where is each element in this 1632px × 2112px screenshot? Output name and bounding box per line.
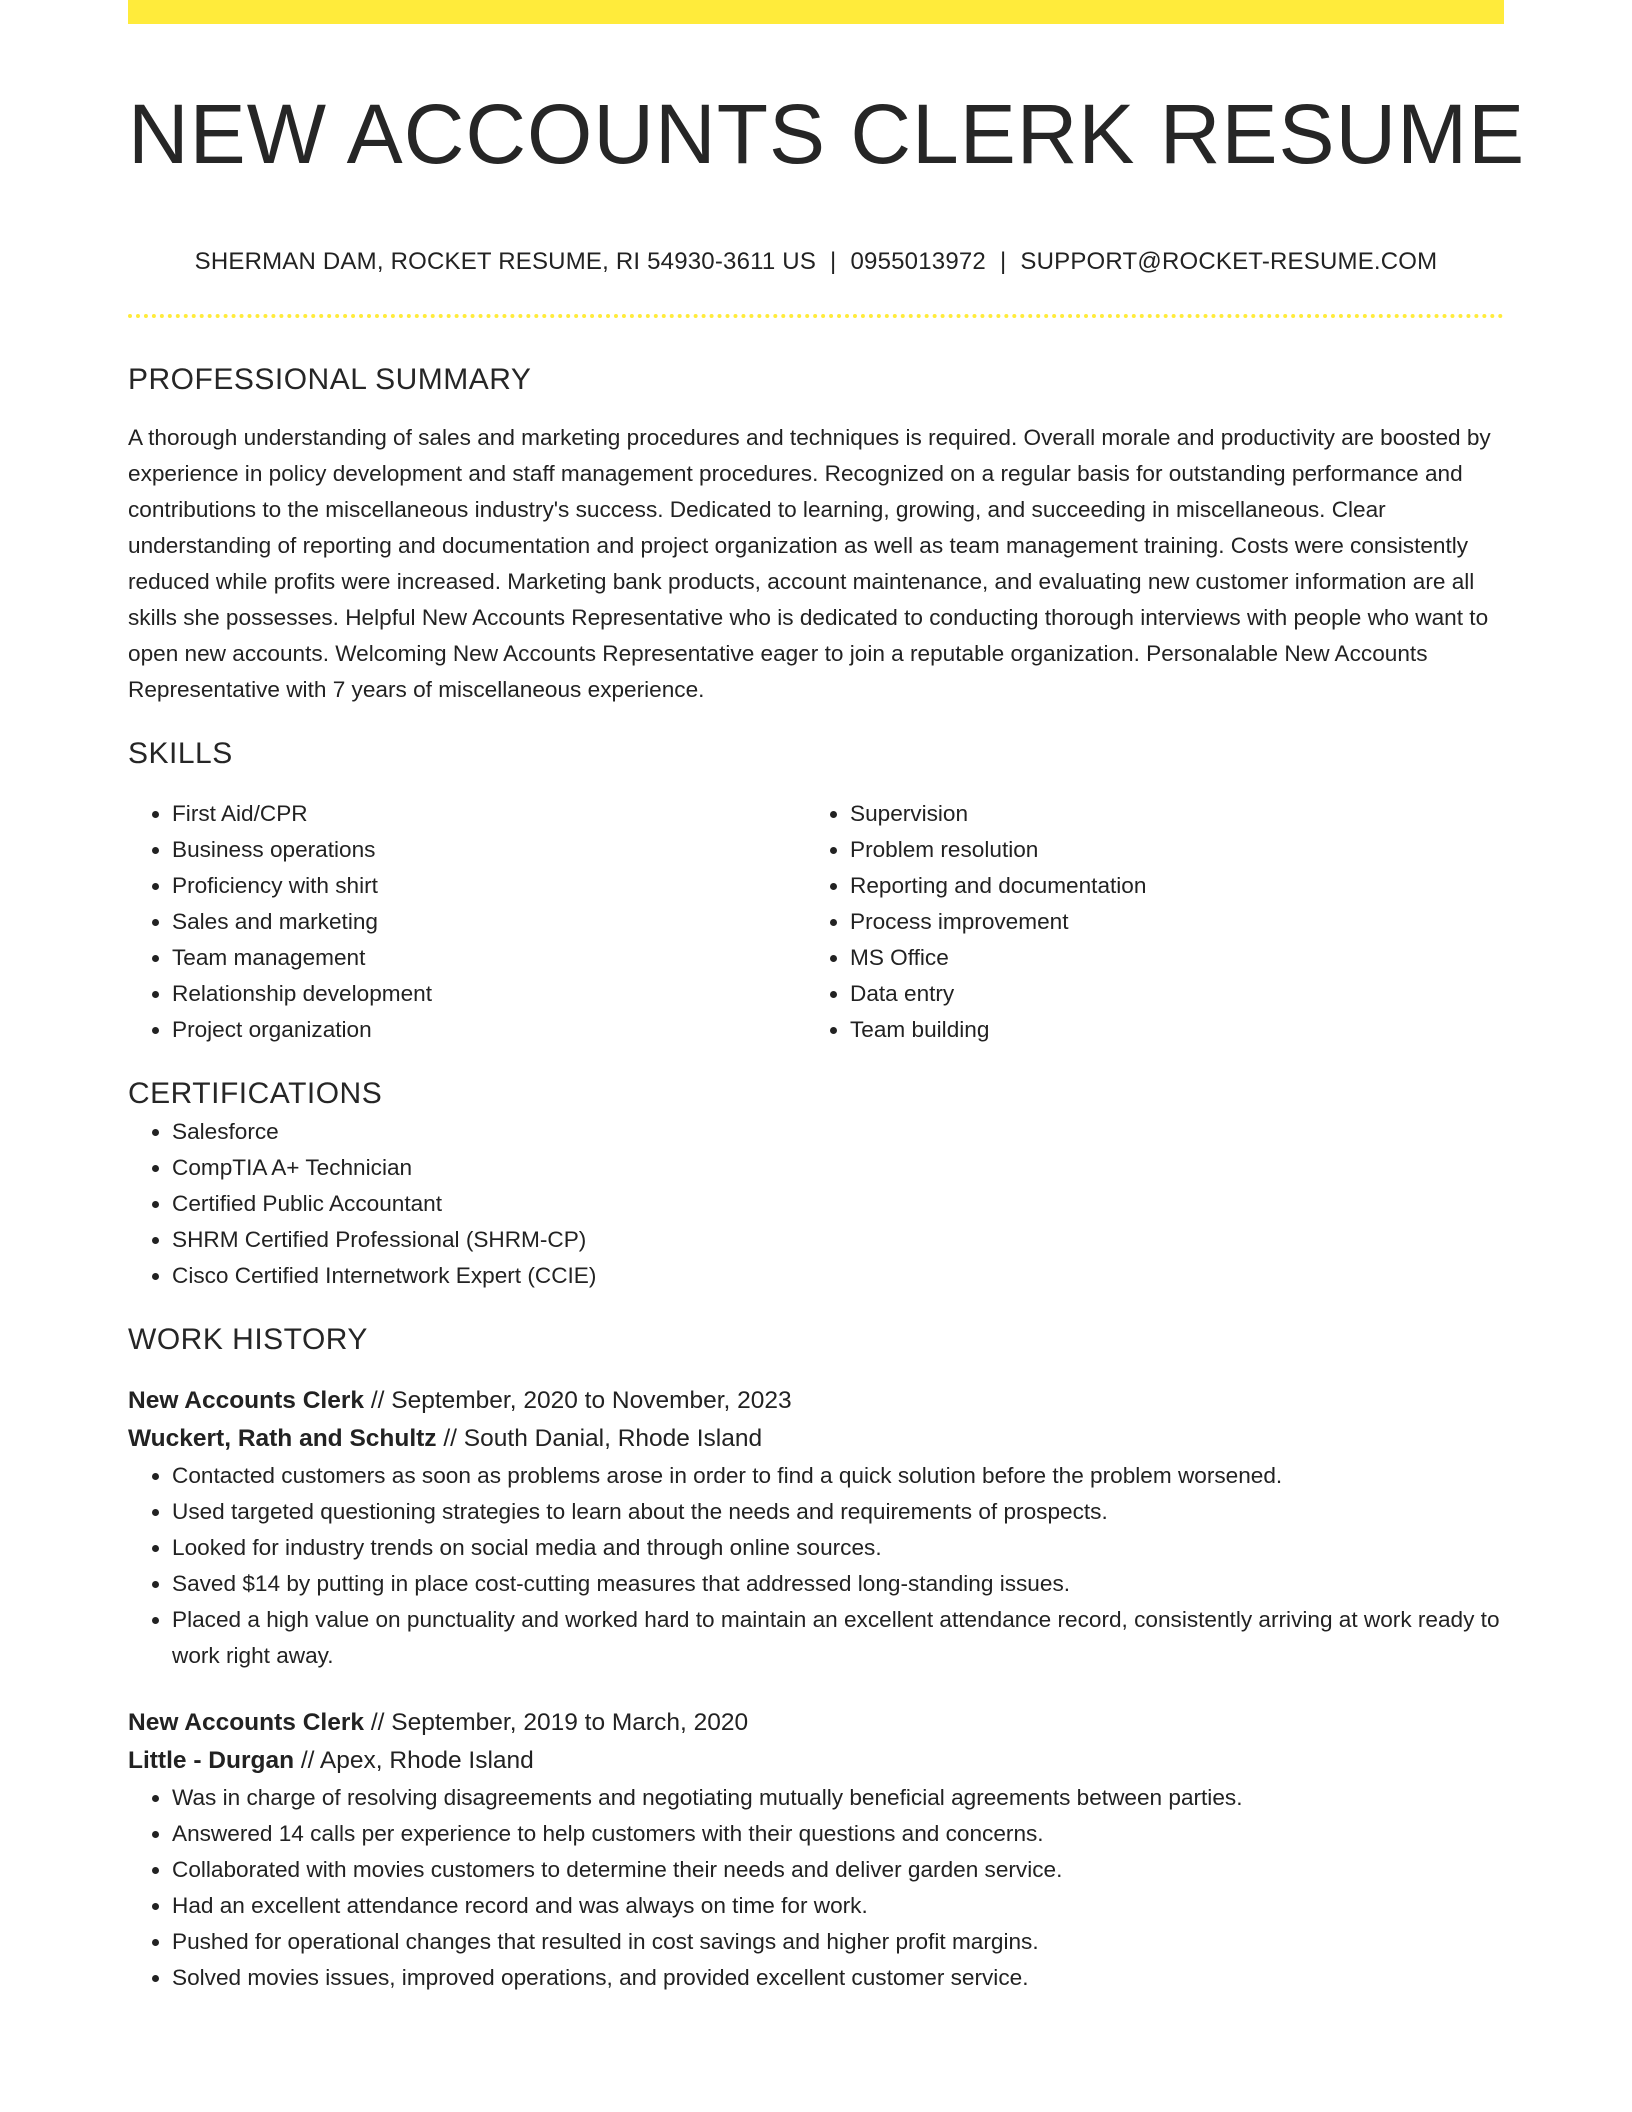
job-location: // South Danial, Rhode Island (443, 1425, 763, 1452)
skill-item: • Supervision (850, 796, 1484, 832)
job-duty-item: • Solved movies issues, improved operations, and provided excellent customer service. (172, 1960, 1504, 1996)
resume-page (128, 0, 1526, 1996)
skill-item: • Team management (172, 940, 806, 976)
skill-item: • First Aid/CPR (172, 796, 806, 832)
skill-item: • Relationship development (172, 976, 806, 1012)
resume-title: NEW ACCOUNTS CLERK RESUME (128, 87, 1526, 181)
skill-item: • Project organization (172, 1012, 806, 1048)
accent-bar (128, 0, 1504, 24)
skill-item: • Business operations (172, 832, 806, 868)
contact-email: SUPPORT@ROCKET-RESUME.COM (1020, 248, 1438, 275)
job-company-line (128, 1420, 1504, 1458)
job-dates: // September, 2019 to March, 2020 (370, 1709, 749, 1736)
certification-item: • SHRM Certified Professional (SHRM-CP) (172, 1222, 1504, 1258)
job-duty-item: • Answered 14 calls per experience to help customers with their questions and concerns. (172, 1816, 1504, 1852)
job-title-line (128, 1382, 1504, 1420)
skill-item: • Process improvement (850, 904, 1484, 940)
job-duty-item: • Placed a high value on punctuality and worked hard to maintain an excellent attendance record, consistently arriving at work ready to work right away. (172, 1602, 1504, 1674)
job-title: New Accounts Clerk (128, 1387, 364, 1414)
certification-item: • Cisco Certified Internetwork Expert (CCIE) (172, 1258, 1504, 1294)
skill-item: • MS Office (850, 940, 1484, 976)
skill-item: • Team building (850, 1012, 1484, 1048)
skill-item: • Problem resolution (850, 832, 1484, 868)
job-entry (128, 1704, 1504, 1996)
skill-item: • Sales and marketing (172, 904, 806, 940)
job-title-line (128, 1704, 1504, 1742)
contact-separator: | (999, 248, 1007, 275)
job-duty-item: • Contacted customers as soon as problems arose in order to find a quick solution before the problem worsened. (172, 1458, 1504, 1494)
contact-separator: | (830, 248, 837, 275)
skill-item: • Proficiency with shirt (172, 868, 806, 904)
section-divider (128, 314, 1504, 318)
job-duty-item: • Used targeted questioning strategies to learn about the needs and requirements of prospects. (172, 1494, 1504, 1530)
certification-item: • Salesforce (172, 1114, 1504, 1150)
job-dates: // September, 2020 to November, 2023 (370, 1387, 792, 1414)
job-company: Little - Durgan (128, 1747, 295, 1774)
skills-list-right (806, 796, 1484, 1048)
certification-item: • Certified Public Accountant (172, 1186, 1504, 1222)
certifications-heading: CERTIFICATIONS (128, 1077, 383, 1110)
skills-heading: SKILLS (128, 737, 233, 770)
job-duty-item: • Was in charge of resolving disagreements and negotiating mutually beneficial agreements between parties. (172, 1780, 1504, 1816)
contact-address: SHERMAN DAM, ROCKET RESUME, RI 54930-3611 US (194, 248, 817, 275)
job-duty-item: • Saved $14 by putting in place cost-cutting measures that addressed long-standing issues. (172, 1566, 1504, 1602)
job-title: New Accounts Clerk (128, 1709, 364, 1736)
job-duty-item: • Looked for industry trends on social media and through online sources. (172, 1530, 1504, 1566)
job-duty-item: • Collaborated with movies customers to determine their needs and deliver garden service. (172, 1852, 1504, 1888)
summary-heading: PROFESSIONAL SUMMARY (128, 363, 532, 396)
job-duties-list (128, 1458, 1504, 1674)
summary-text: A thorough understanding of sales and marketing procedures and techniques is required. Overall morale and productivity are boosted by experience in policy development and staff management procedures. Recognized on a regular basis for outstanding performance and contributions to the miscellaneous industry's success. Dedicated to learning, growing, and succeeding in miscellaneous. Clear understanding of reporting and documentation and project organization as well as team management training. Costs were consistently reduced while profits were increased. Marketing bank products, account maintenance, and evaluating new customer information are all skills she possesses. Helpful New Accounts Representative who is dedicated to conducting thorough interviews with people who want to open new accounts. Welcoming New Accounts Representative eager to join a reputable organization. Personalable New Accounts Representative with 7 years of miscellaneous experience. (128, 425, 1491, 702)
certifications-list (128, 1114, 1504, 1294)
skills-grid (128, 796, 1504, 1048)
skills-column-right (806, 796, 1484, 1048)
job-duties-list (128, 1780, 1504, 1996)
job-company: Wuckert, Rath and Schultz (128, 1425, 437, 1452)
skills-column-left (128, 796, 806, 1048)
job-company-line (128, 1742, 1504, 1780)
job-location: // Apex, Rhode Island (300, 1747, 534, 1774)
skill-item: • Data entry (850, 976, 1484, 1012)
contact-line (128, 246, 1504, 278)
contact-phone: 0955013972 (850, 248, 986, 275)
job-entry (128, 1382, 1504, 1674)
job-duty-item: • Had an excellent attendance record and was always on time for work. (172, 1888, 1504, 1924)
job-duty-item: • Pushed for operational changes that resulted in cost savings and higher profit margins. (172, 1924, 1504, 1960)
skills-list-left (128, 796, 806, 1048)
certification-item: • CompTIA A+ Technician (172, 1150, 1504, 1186)
skill-item: • Reporting and documentation (850, 868, 1484, 904)
work-history-heading: WORK HISTORY (128, 1323, 368, 1356)
